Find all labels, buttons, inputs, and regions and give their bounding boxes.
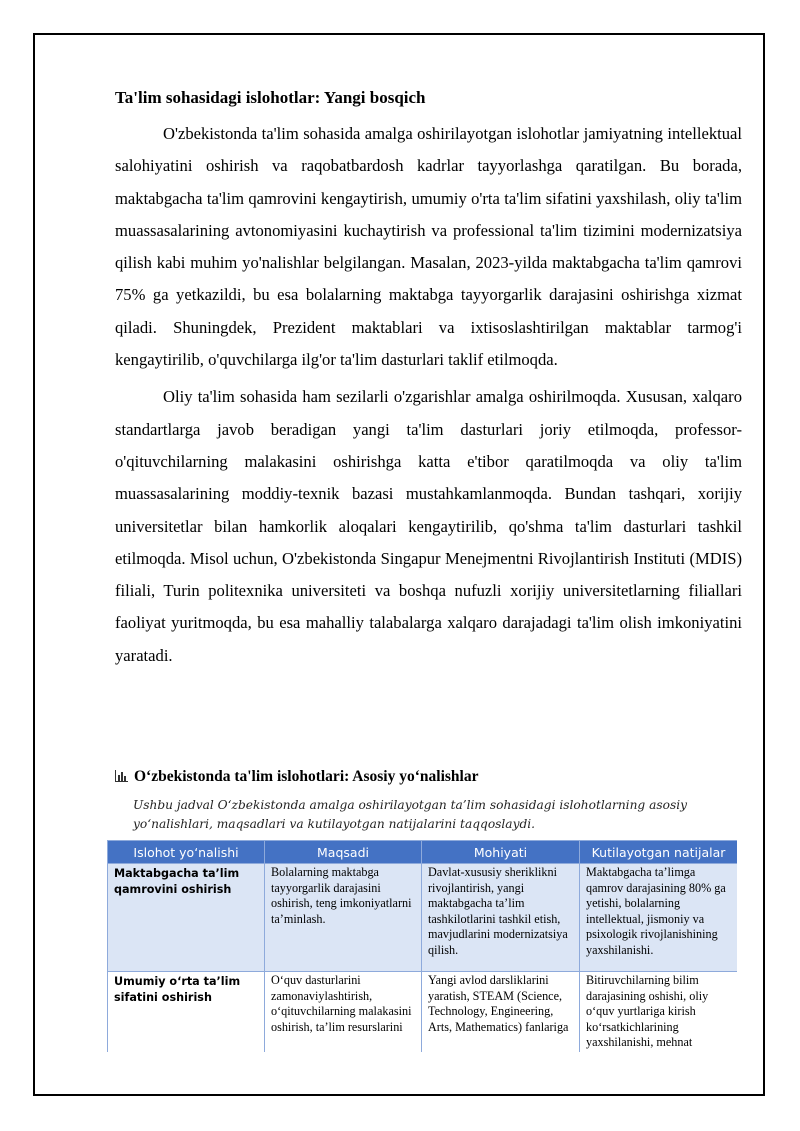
bar-chart-icon (115, 770, 128, 782)
reforms-table (107, 840, 737, 1052)
table-caption: Ushbu jadval O‘zbekistonda amalga oshirilayotgan ta’lim sohasidagi islohotlarning asosiy yo‘nalishlari, maqsadlari va kutilayotgan natijalarini taqqoslaydi. (133, 798, 687, 831)
table-cell: Davlat-xususiy sheriklikni rivojlantirish, yangi maktabgacha ta’lim tashkilotlarini tashkil etish, mavjudlarini modernizatsiya qilish. (422, 864, 580, 972)
table-title: O‘zbekistonda ta'lim islohotlari: Asosiy yo‘nalishlar (134, 768, 479, 785)
article-title: Ta'lim sohasidagi islohotlar: Yangi bosqich (115, 88, 426, 107)
table-cell: Maktabgacha ta’lim qamrovini oshirish (108, 864, 265, 972)
table-row (108, 972, 738, 1053)
table-cell: O‘quv dasturlarini zamonaviylashtirish, o‘qituvchilarning malakasini oshirish, ta’lim resurslarini (265, 972, 422, 1053)
table-cell: Bolalarning maktabga tayyorgarlik darajasini oshirish, teng imkoniyatlarni ta’minlash. (265, 864, 422, 972)
paragraph: O'zbekistonda ta'lim sohasida amalga oshirilayotgan islohotlar jamiyatning intellektual salohiyatini oshirish va raqobatbardosh kadrlar tayyorlashga qaratilgan. Bu borada, maktabgacha ta'lim qamrovini kengaytirish, umumiy o'rta ta'lim sifatini yaxshilash, oliy ta'lim muassasalarining avtonomiyasini kuchaytirish va professional ta'lim tizimini modernizatsiya qilish kabi muhim yo'nalishlar belgilangan. Masalan, 2023-yilda maktabgacha ta'lim qamrovi 75% ga yetkazildi, bu esa bolalarning maktabga tayyorgarlik darajasini oshirishga xizmat qiladi. Shuningdek, Prezident maktablari va ixtisoslashtirilgan maktablar tarmog'i kengaytirilib, o'quvchilarga ilg'or ta'lim dasturlari taklif etilmoqda. (115, 124, 742, 370)
table-heading (115, 766, 742, 788)
article (115, 84, 742, 672)
table-cell: Yangi avlod darsliklarini yaratish, STEAM (Science, Technology, Engineering, Arts, Mathematics) fanlariga (422, 972, 580, 1053)
column-header: Kutilayotgan natijalar (580, 841, 738, 864)
table-row (108, 864, 738, 972)
column-header: Islohot yo‘nalishi (108, 841, 265, 864)
column-header: Mohiyati (422, 841, 580, 864)
table-cell: Umumiy o‘rta ta’lim sifatini oshirish (108, 972, 265, 1053)
column-header: Maqsadi (265, 841, 422, 864)
table-header-row (108, 841, 738, 864)
table-cell: Bitiruvchilarning bilim darajasining oshishi, oliy o‘quv yurtlariga kirish ko‘rsatkichlarining yaxshilanishi, mehnat (580, 972, 738, 1053)
table-cell: Maktabgacha ta’limga qamrov darajasining 80% ga yetishi, bolalarning intellektual, jismoniy va psixologik rivojlanishining yaxshilanishi. (580, 864, 738, 972)
paragraph: Oliy ta'lim sohasida ham sezilarli o'zgarishlar amalga oshirilmoqda. Xususan, xalqaro standartlarga javob beradigan yangi ta'lim dasturlari joriy etilmoqda, professor-o'qituvchilarning malakasini oshirishga katta e'tibor qaratilmoqda va oliy ta'lim muassasalarining moddiy-texnik bazasi mustahkamlanmoqda. Bundan tashqari, xorijiy universitetlar bilan hamkorlik aloqalari kengaytirilib, qo'shma ta'lim dasturlari tashkil etilmoqda. Misol uchun, O'zbekistonda Singapur Menejmentni Rivojlantirish Instituti (MDIS) filiali, Turin politexnika universiteti va boshqa nufuzli xorijiy universitetlarning filiallari faoliyat yuritmoqda, bu esa mahalliy talabalarga xalqaro darajadagi ta'lim olish imkoniyatini yaratadi. (115, 387, 742, 665)
